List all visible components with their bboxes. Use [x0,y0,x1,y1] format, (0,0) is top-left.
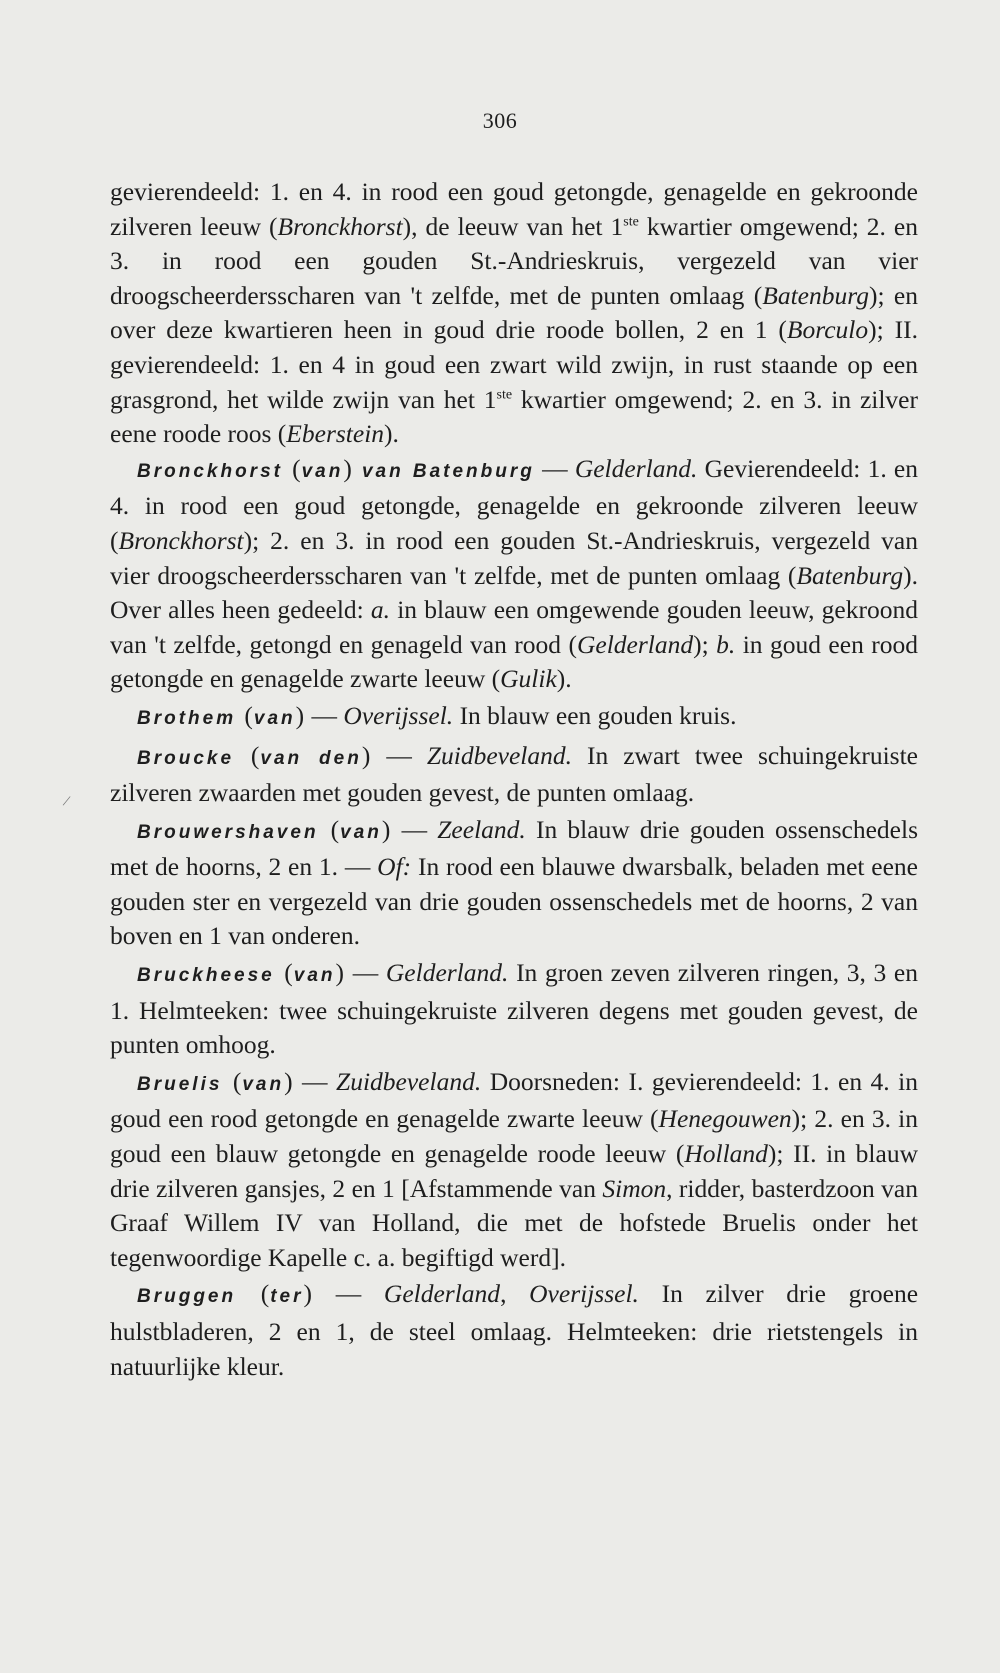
body-text: ). [384,419,399,449]
family-name: Broucke [137,747,251,769]
parenthesis: ) [335,958,346,988]
italic-text: Zuidbeveland. [426,740,572,770]
italic-text: Gelderland. [385,958,509,988]
body-text: ); II. gevierendeeld: 1. en 4 in goud een zwart wild zwijn, in rust staande op een grasgrond, het wilde zwijn van het 1 [110,315,918,414]
family-name: Bronckhorst [137,460,293,482]
italic-text: Simon [602,1173,667,1203]
parenthesis: ) [343,453,353,483]
family-name: Brouwershaven [137,821,331,843]
entry-brothem [110,699,918,737]
body-text: In blauw drie gouden ossenschedels met de hoorns, 2 en 1. — [110,814,919,882]
page-number: 306 [482,108,518,133]
italic-text: Gulik [500,664,557,694]
italic-text: Gelderland [383,1279,501,1309]
body-text: ); en over deze kwartieren heen in goud drie roode bollen, 2 en 1 ( [110,280,918,345]
parenthesis: ( [330,814,341,844]
parenthesis: ( [244,700,254,730]
body-text: — [305,700,344,730]
family-name: ter [270,1286,304,1308]
parenthesis: ) [284,1066,294,1096]
text-body [110,175,918,1386]
entry-continued [110,175,918,452]
superscript: ste [623,214,639,230]
body-text: Gevierendeeld: 1. en 4. in rood een goud getongde, genagelde en gekroonde zilveren leeuw ( [110,453,918,555]
italic-text: Bronckhorst [118,525,244,555]
entry-bruelis [110,1065,918,1276]
italic-text: Zuidbeveland. [336,1066,482,1096]
body-text: in goud een rood getongde en genagelde zwarte leeuw ( [110,629,918,694]
margin-mark: / [61,792,72,811]
italic-text: Borculo [786,315,869,345]
body-text: , ridder, basterdzoon van Graaf Willem IV van Holland, die met de hofstede Bruelis onder het tegenwoordige Kapelle c. a. begiftigd werd]. [110,1173,919,1272]
family-name: van [253,707,296,729]
parenthesis: ) [303,1279,314,1309]
entry-bruckheese [110,956,918,1063]
body-text: ). Over alles heen gedeeld: [110,560,918,625]
italic-text: Henegouwen [658,1104,792,1134]
italic-text: Overijssel. [343,700,454,730]
family-name: van den [260,747,362,769]
body-text: kwartier omgewend; 2. en 3. in zilver eene roode roos ( [110,384,918,449]
italic-text: b. [716,629,736,659]
italic-text: Zeeland. [437,814,526,844]
body-text: ); 2. en 3. in rood een gouden St.-Andrieskruis, vergezeld van vier droogscheerdersscharen van 't zelfde, met de punten omlaag ( [110,525,918,590]
family-name: van Batenburg [352,460,535,482]
family-name: van [301,460,344,482]
body-text: In groen zeven zilveren ringen, 3, 3 en 1. Helmteeken: twee schuingekruiste zilveren degens met gouden gevest, de punten omhoog. [110,958,919,1060]
body-text: ); II. in blauw drie zilveren gansjes, 2 en 1 [Afstammende van [110,1139,918,1203]
body-text: In zwart twee schuingekruiste zilveren zwaarden met gouden gevest, de punten omlaag. [110,740,918,808]
parenthesis: ) [381,814,392,844]
italic-text: Bronckhorst [277,211,403,241]
parenthesis: ( [292,453,302,483]
body-text: In blauw een gouden kruis. [453,700,737,730]
family-name: Bruelis [137,1073,233,1095]
entry-brouwershaven [110,813,918,954]
body-text: — [345,958,386,988]
italic-text: Gelderland [576,629,694,659]
body-text: in blauw een omgewende gouden leeuw, gekroond van 't zelfde, getongd en genageld van rood ( [110,595,918,659]
body-text: ); [693,629,717,659]
family-name: Brothem [137,707,245,729]
entry-broucke [110,739,918,811]
body-text: ). [556,664,572,694]
family-name: Bruckheese [137,965,285,987]
parenthesis: ) [361,740,372,770]
body-text: In rood een blauwe dwarsbalk, beladen met eene gouden ster en vergezeld van drie gouden ossenschedels met de hoorns, 2 van boven en 1 van onderen. [110,852,918,951]
body-text: gevierendeeld: 1. en 4. in rood een goud getongde, genagelde en gekroonde zilveren leeuw ( [110,177,918,241]
superscript: ste [496,387,513,403]
italic-text: Of: [377,852,412,882]
italic-text: Eberstein [286,419,385,449]
parenthesis: ) [295,700,306,730]
entry-bruggen [110,1277,918,1384]
parenthesis: ( [232,1066,243,1096]
italic-text: Holland [684,1139,768,1169]
italic-text: Batenburg [762,280,869,310]
family-name: Bruggen [137,1286,261,1308]
family-name: van [340,821,382,843]
family-name: van [242,1073,285,1095]
body-text: , [500,1279,530,1309]
italic-text: Overijssel. [529,1279,639,1309]
family-name: van [293,965,336,987]
italic-text: a. [370,595,391,625]
body-text: — [534,453,575,483]
parenthesis: ( [250,740,261,770]
body-text: — [371,740,427,770]
body-text: kwartier omgewend; 2. en 3. in rood een gouden St.-Andrieskruis, vergezeld van vier droogscheerdersscharen van 't zelfde, met de punten omlaag ( [110,211,918,310]
body-text: — [313,1279,384,1309]
body-text: — [293,1066,337,1096]
parenthesis: ( [284,958,294,988]
parenthesis: ( [260,1279,271,1309]
body-text: In zilver drie groene hulstbladeren, 2 en 1, de steel omlaag. Helmteeken: drie rietstengels in natuurlijke kleur. [110,1279,919,1381]
body-text: Doorsneden: I. gevierendeeld: 1. en 4. in goud een rood getongde en genagelde zwarte leeuw ( [110,1066,918,1134]
entry-bronckhorst-van-batenburg [110,452,918,697]
body-text: — [391,814,438,844]
italic-text: Batenburg [796,560,904,590]
body-text: ), de leeuw van het 1 [402,211,624,241]
italic-text: Gelderland. [574,453,698,483]
body-text: ); 2. en 3. in goud een blauw getongde en genagelde roode leeuw ( [110,1104,918,1169]
